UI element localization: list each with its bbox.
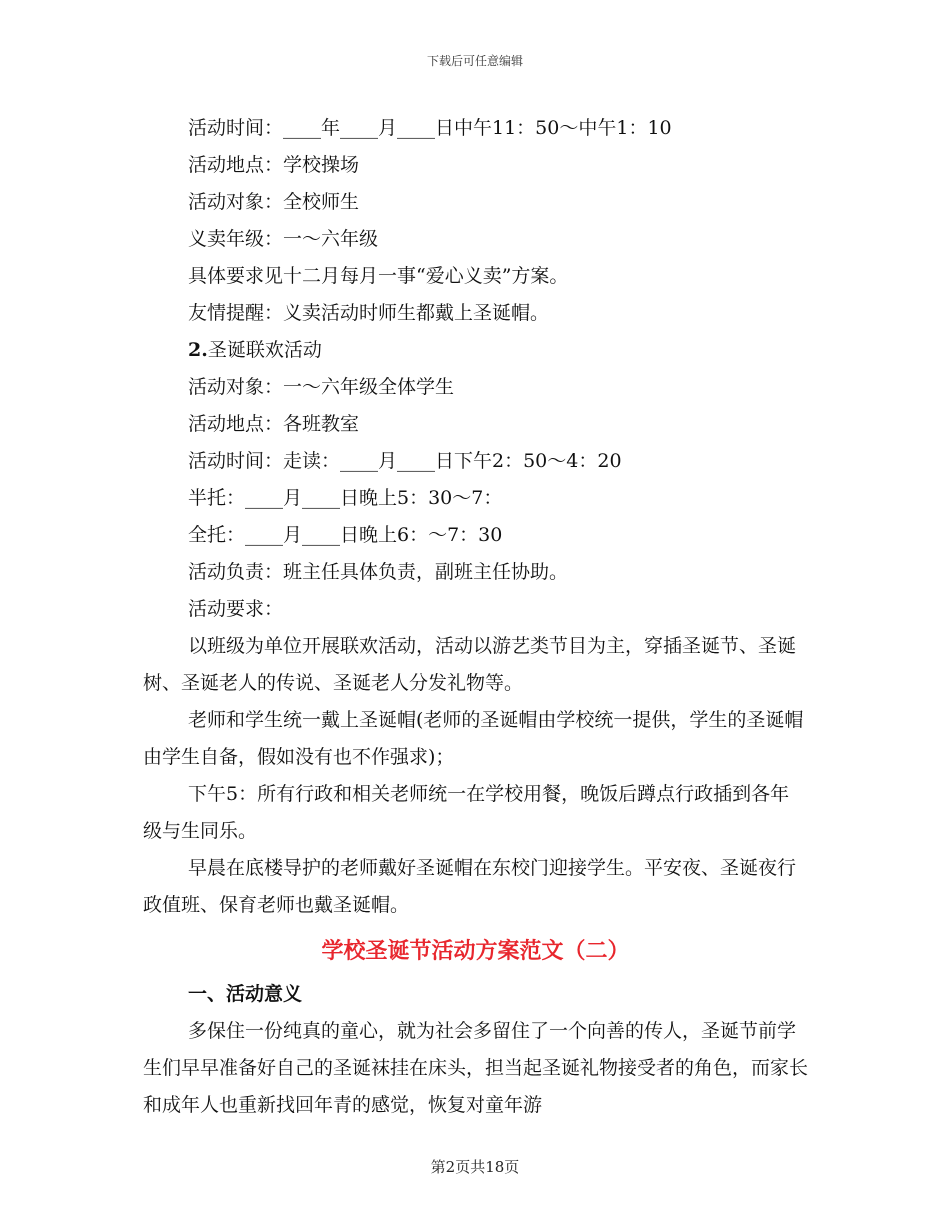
paragraph: 多保住一份纯真的童心，就为社会多留住了一个向善的传人，圣诞节前学生们早早准备好自己的圣诞袜挂在床头，担当起圣诞礼物接受者的角色，而家长和成年人也重新找回年青的感觉，恢复对童年游	[143, 1020, 809, 1116]
paragraph: 老师和学生统一戴上圣诞帽(老师的圣诞帽由学校统一提供，学生的圣诞帽由学生自备，假如没有也不作强求)；	[143, 709, 804, 768]
page-footer: 第2页共18页	[430, 1158, 520, 1176]
text-line: 活动对象：一～六年级全体学生	[188, 376, 455, 398]
text-line: 友情提醒：义卖活动时师生都戴上圣诞帽。	[188, 302, 550, 324]
list-item-title: 圣诞联欢活动	[207, 339, 322, 361]
text-line: 具体要求见十二月每月一事“爱心义卖”方案。	[188, 265, 569, 287]
list-item-heading	[143, 332, 808, 369]
document-body	[143, 110, 808, 1124]
text-line: 活动负责：班主任具体负责，副班主任协助。	[188, 561, 569, 583]
paragraph: 下午5：所有行政和相关老师统一在学校用餐，晚饭后蹲点行政插到各年级与生同乐。	[143, 783, 790, 842]
text-line: 活动对象：全校师生	[188, 191, 360, 213]
text-line: 活动地点：各班教室	[188, 413, 360, 435]
paragraph: 早晨在底楼导护的老师戴好圣诞帽在东校门迎接学生。平安夜、圣诞夜行政值班、保育老师也戴圣诞帽。	[143, 857, 797, 916]
text-line: 活动地点：学校操场	[188, 154, 360, 176]
subheading: 一、活动意义	[188, 983, 303, 1005]
paragraph: 以班级为单位开展联欢活动，活动以游艺类节目为主，穿插圣诞节、圣诞树、圣诞老人的传说、圣诞老人分发礼物等。	[143, 635, 797, 694]
section-title: 学校圣诞节活动方案范文（二）	[321, 938, 630, 964]
text-line: 活动时间：____年____月____日中午11：50～中午1：10	[188, 117, 672, 139]
page-header: 下载后可任意编辑	[426, 54, 523, 68]
text-line: 义卖年级：一～六年级	[188, 228, 379, 250]
text-line: 活动时间：走读：____月____日下午2：50～4：20	[188, 450, 622, 472]
text-line: 活动要求：	[188, 598, 284, 620]
list-item-number: 2.	[188, 339, 208, 361]
text-line: 全托：____月____日晚上6：～7：30	[188, 524, 503, 546]
text-line: 半托：____月____日晚上5：30～7：	[188, 487, 503, 509]
